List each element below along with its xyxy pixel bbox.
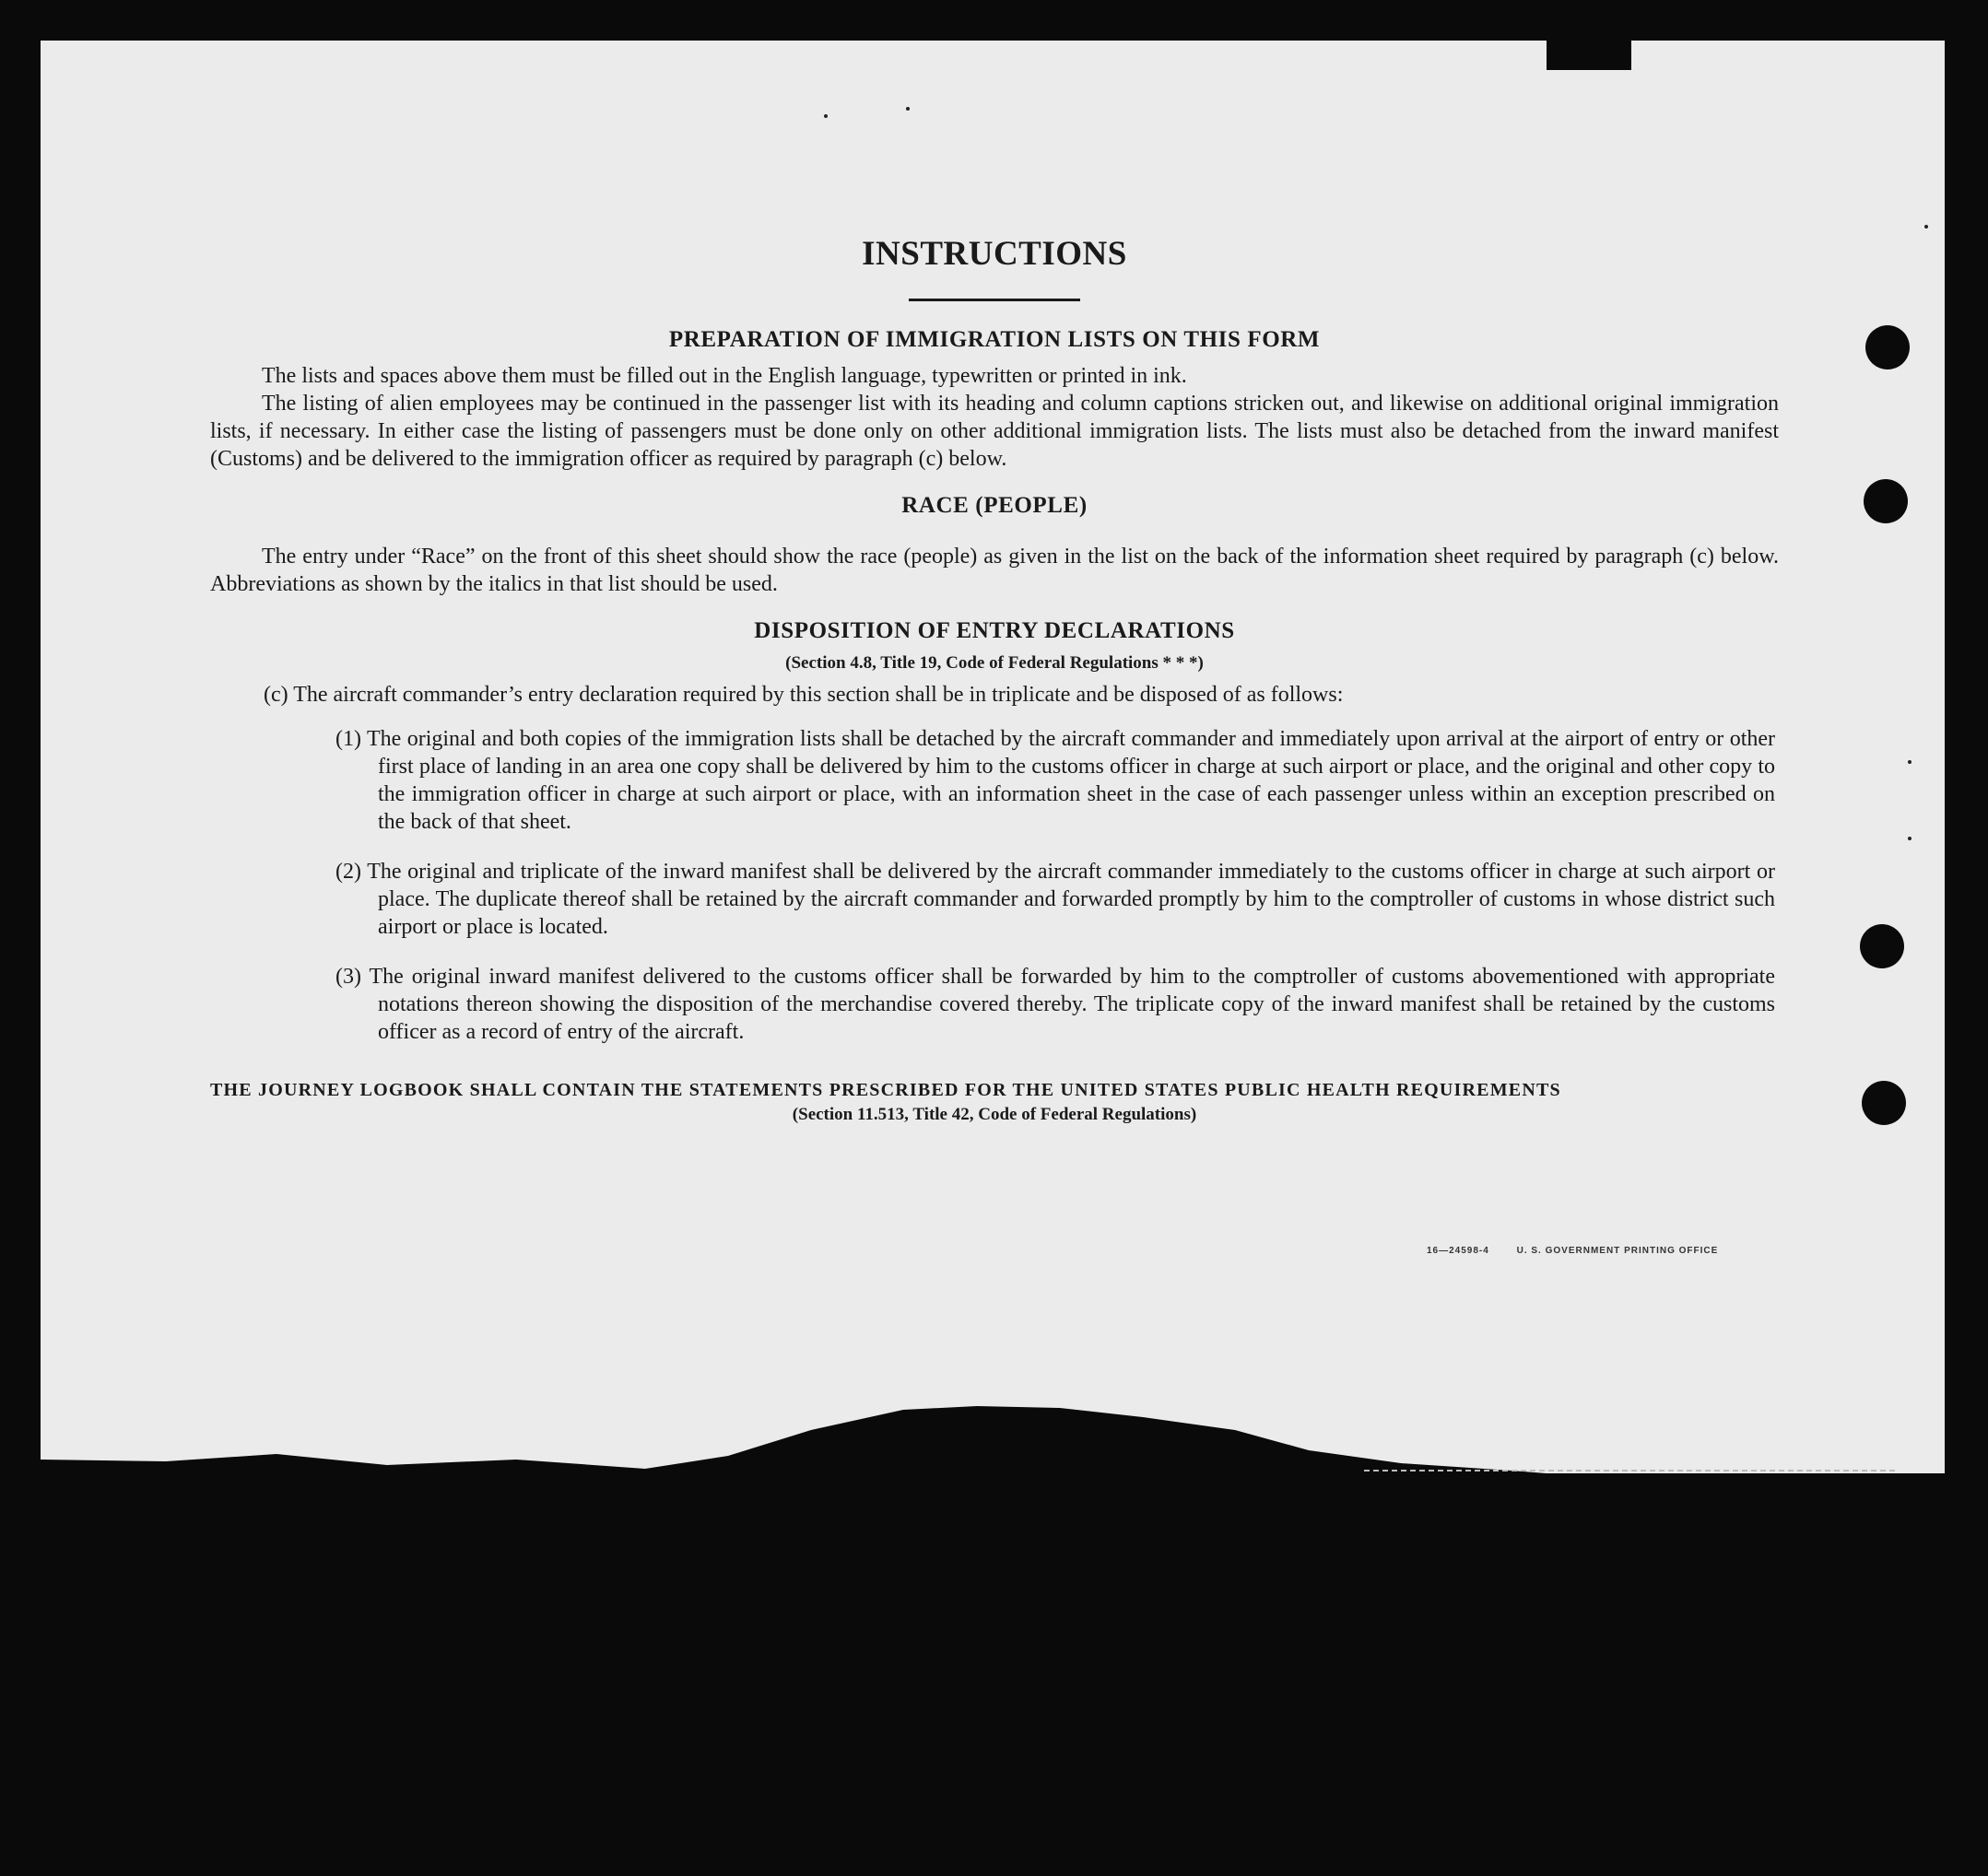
section-citation: (Section 4.8, Title 19, Code of Federal Regulations * * *) bbox=[785, 653, 1204, 673]
punch-hole bbox=[1862, 1081, 1906, 1125]
dust-speck bbox=[1908, 837, 1912, 840]
torn-bottom-edge bbox=[0, 1382, 1988, 1876]
footer-citation: (Section 11.513, Title 42, Code of Federal Regulations) bbox=[792, 1105, 1197, 1124]
list-item: (1) The original and both copies of the immigration lists shall be detached by the aircraft commander and immediately upon arrival at the airport of entry or other first place of landing in an area one copy shall be delivered by him to the customs officer in charge at such airport or place, and the original and other copy to the immigration officer in charge at such airport or place, with an information sheet in the case of each passenger unless within an exception prescribed on the back of that sheet. bbox=[335, 727, 1775, 834]
title-rule bbox=[909, 299, 1080, 301]
printer-name: U. S. GOVERNMENT PRINTING OFFICE bbox=[1516, 1246, 1719, 1256]
torn-corner bbox=[1547, 37, 1631, 70]
footer-statement: THE JOURNEY LOGBOOK SHALL CONTAIN THE STATEMENTS PRESCRIBED FOR THE UNITED STATES PUBLIC HEALTH REQUIREMENTS bbox=[210, 1080, 1561, 1100]
section-heading-race: RACE (PEOPLE) bbox=[901, 493, 1088, 518]
printer-imprint bbox=[1427, 1246, 1742, 1256]
section-heading-disposition: DISPOSITION OF ENTRY DECLARATIONS bbox=[754, 618, 1235, 643]
paragraph: The entry under “Race” on the front of this sheet should show the race (people) as given in the list on the back of the information sheet required by paragraph (c) below. Abbreviations as shown by the italics in that list should be used. bbox=[210, 545, 1779, 596]
dust-speck bbox=[1924, 225, 1928, 229]
list-item: (3) The original inward manifest delivered to the customs officer shall be forwarded by him to the comptroller of customs abovementioned with appropriate notations thereon showing the disposition of the merchandise covered thereby. The triplicate copy of the inward manifest shall be retained by the customs officer as a record of entry of the aircraft. bbox=[335, 965, 1775, 1044]
paragraph: The listing of alien employees may be continued in the passenger list with its heading and column captions stricken out, and likewise on additional original immigration lists, if necessary. In either case the listing of passengers must be done only on other additional immigration lists. The lists must also be detached from the inward manifest (Customs) and be delivered to the immigration officer as required by paragraph (c) below. bbox=[210, 392, 1779, 471]
page-title: INSTRUCTIONS bbox=[862, 235, 1127, 273]
dust-speck bbox=[906, 107, 910, 111]
instructions-content bbox=[210, 230, 1779, 1125]
punch-hole bbox=[1860, 924, 1904, 968]
form-number: 16—24598-4 bbox=[1427, 1246, 1489, 1256]
list-item: (2) The original and triplicate of the inward manifest shall be delivered by the aircraft commander immediately to the customs officer in charge at such airport or place. The duplicate thereof shall be retained by the aircraft commander and forwarded promptly by him to the comptroller of customs in whose district such airport or place is located. bbox=[335, 860, 1775, 939]
paragraph: The lists and spaces above them must be filled out in the English language, typewritten or printed in ink. bbox=[262, 364, 1187, 388]
dust-speck bbox=[824, 114, 828, 118]
clause-c: (c) The aircraft commander’s entry declaration required by this section shall be in triplicate and be disposed of as follows: bbox=[264, 683, 1344, 707]
punch-hole bbox=[1865, 325, 1910, 369]
dust-speck bbox=[1908, 760, 1912, 764]
section-heading-preparation: PREPARATION OF IMMIGRATION LISTS ON THIS FORM bbox=[668, 327, 1321, 352]
punch-hole bbox=[1864, 479, 1908, 523]
